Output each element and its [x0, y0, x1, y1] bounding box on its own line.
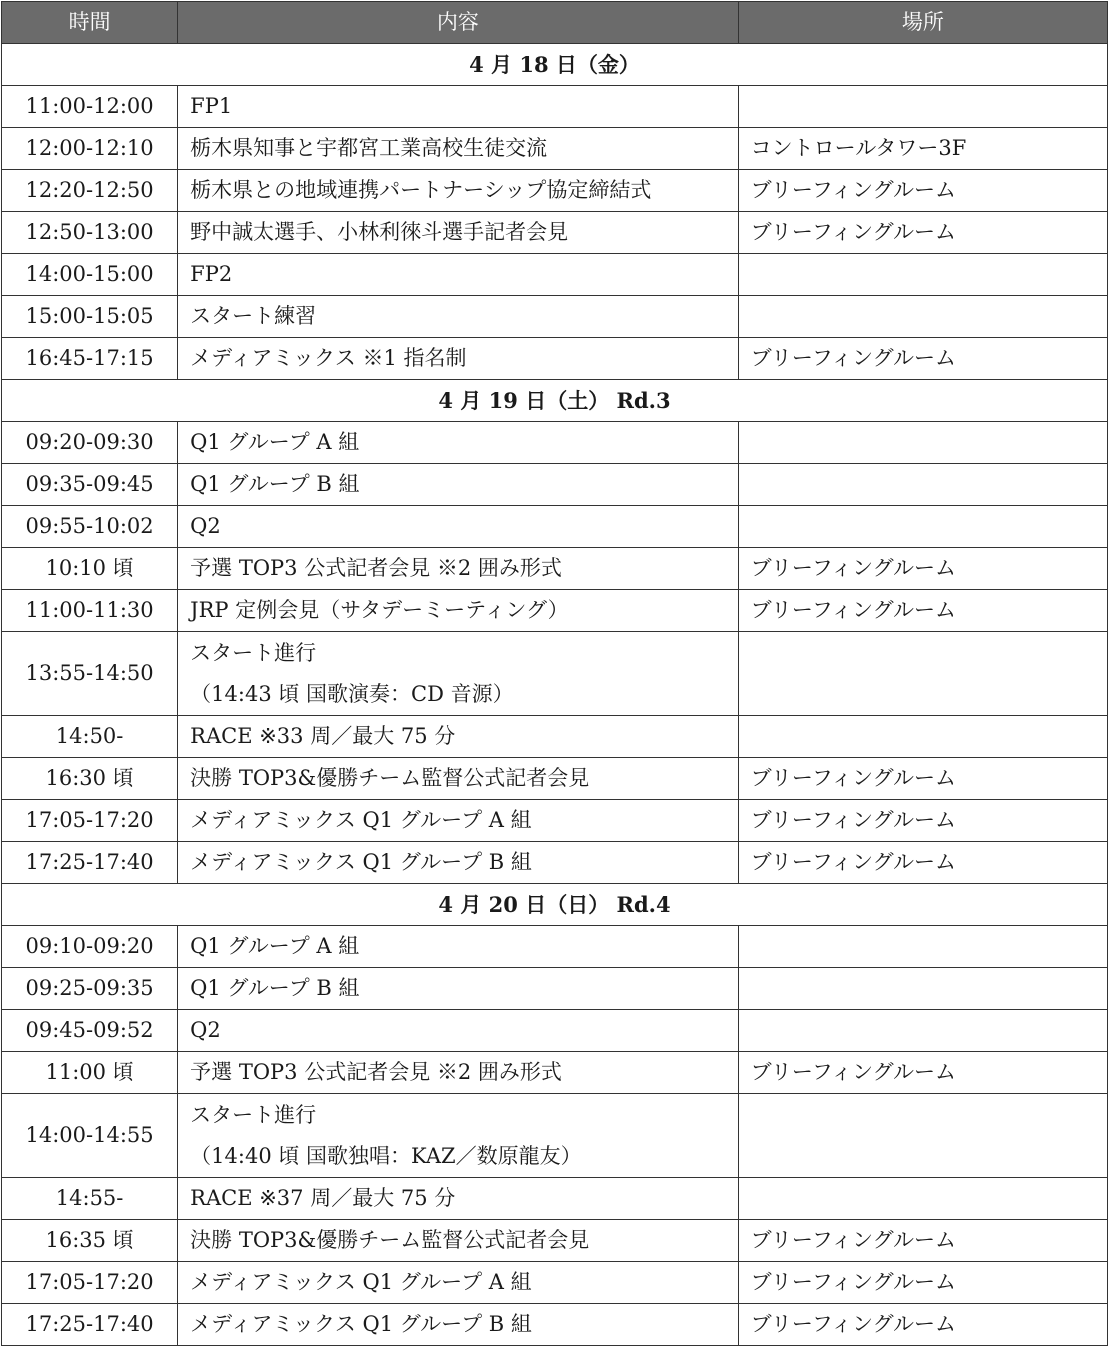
- time-cell: 09:25-09:35: [2, 968, 178, 1010]
- day-title: 4 月 19 日（土） Rd.3: [2, 380, 1108, 422]
- content-line-2: （14:43 頃 国歌演奏：CD 音源）: [190, 681, 514, 706]
- table-row: [2, 1304, 1108, 1346]
- content-cell: Q1 グループ B 組: [178, 464, 739, 506]
- time-cell: 09:55-10:02: [2, 506, 178, 548]
- table-row: [2, 716, 1108, 758]
- time-cell: 17:25-17:40: [2, 1304, 178, 1346]
- table-row: [2, 1220, 1108, 1262]
- schedule-body: [2, 44, 1108, 1346]
- schedule-table: [1, 1, 1108, 1346]
- place-cell: [738, 254, 1107, 296]
- header-content: 内容: [178, 2, 739, 44]
- content-cell: メディアミックス Q1 グループ B 組: [178, 1304, 739, 1346]
- content-line-1: スタート進行: [190, 640, 317, 665]
- table-row: [2, 1010, 1108, 1052]
- table-row: [2, 590, 1108, 632]
- content-cell: Q1 グループ A 組: [178, 422, 739, 464]
- table-row: [2, 170, 1108, 212]
- content-cell: Q1 グループ B 組: [178, 968, 739, 1010]
- place-cell: ブリーフィングルーム: [738, 800, 1107, 842]
- place-cell: ブリーフィングルーム: [738, 758, 1107, 800]
- table-row: [2, 548, 1108, 590]
- time-cell: 09:45-09:52: [2, 1010, 178, 1052]
- place-cell: [738, 968, 1107, 1010]
- time-cell: 12:50-13:00: [2, 212, 178, 254]
- content-cell: メディアミックス ※1 指名制: [178, 338, 739, 380]
- table-row: [2, 968, 1108, 1010]
- content-cell: メディアミックス Q1 グループ A 組: [178, 1262, 739, 1304]
- content-cell: FP2: [178, 254, 739, 296]
- time-cell: 15:00-15:05: [2, 296, 178, 338]
- time-cell: 16:35 頃: [2, 1220, 178, 1262]
- table-row: [2, 254, 1108, 296]
- place-cell: ブリーフィングルーム: [738, 1262, 1107, 1304]
- day-header-row: [2, 44, 1108, 86]
- time-cell: 09:10-09:20: [2, 926, 178, 968]
- content-cell: RACE ※37 周／最大 75 分: [178, 1178, 739, 1220]
- header-place: 場所: [738, 2, 1107, 44]
- place-cell: ブリーフィングルーム: [738, 1052, 1107, 1094]
- place-cell: [738, 506, 1107, 548]
- content-cell: RACE ※33 周／最大 75 分: [178, 716, 739, 758]
- table-row: [2, 1094, 1108, 1178]
- place-cell: [738, 1178, 1107, 1220]
- place-cell: [738, 926, 1107, 968]
- place-cell: ブリーフィングルーム: [738, 338, 1107, 380]
- time-cell: 14:55-: [2, 1178, 178, 1220]
- table-row: [2, 1178, 1108, 1220]
- place-cell: ブリーフィングルーム: [738, 590, 1107, 632]
- time-cell: 13:55-14:50: [2, 632, 178, 716]
- content-cell: [178, 1094, 739, 1178]
- table-row: [2, 842, 1108, 884]
- place-cell: [738, 422, 1107, 464]
- table-row: [2, 506, 1108, 548]
- content-cell: 野中誠太選手、小林利徠斗選手記者会見: [178, 212, 739, 254]
- content-cell: Q1 グループ A 組: [178, 926, 739, 968]
- time-cell: 09:20-09:30: [2, 422, 178, 464]
- content-line-1: スタート進行: [190, 1102, 317, 1127]
- content-cell: 栃木県知事と宇都宮工業高校生徒交流: [178, 128, 739, 170]
- place-cell: [738, 464, 1107, 506]
- content-cell: 予選 TOP3 公式記者会見 ※2 囲み形式: [178, 548, 739, 590]
- place-cell: ブリーフィングルーム: [738, 842, 1107, 884]
- table-row: [2, 464, 1108, 506]
- day-header-row: [2, 380, 1108, 422]
- time-cell: 11:00 頃: [2, 1052, 178, 1094]
- table-row: [2, 758, 1108, 800]
- place-cell: [738, 1010, 1107, 1052]
- table-row: [2, 128, 1108, 170]
- time-cell: 09:35-09:45: [2, 464, 178, 506]
- table-row: [2, 632, 1108, 716]
- table-row: [2, 422, 1108, 464]
- place-cell: [738, 86, 1107, 128]
- place-cell: [738, 1094, 1107, 1178]
- place-cell: [738, 632, 1107, 716]
- time-cell: 17:25-17:40: [2, 842, 178, 884]
- header-time: 時間: [2, 2, 178, 44]
- place-cell: コントロールタワー3F: [738, 128, 1107, 170]
- table-row: [2, 800, 1108, 842]
- place-cell: [738, 296, 1107, 338]
- table-row: [2, 926, 1108, 968]
- content-cell: スタート練習: [178, 296, 739, 338]
- content-cell: JRP 定例会見（サタデーミーティング）: [178, 590, 739, 632]
- content-cell: 予選 TOP3 公式記者会見 ※2 囲み形式: [178, 1052, 739, 1094]
- content-cell: メディアミックス Q1 グループ A 組: [178, 800, 739, 842]
- time-cell: 12:00-12:10: [2, 128, 178, 170]
- content-cell: [178, 632, 739, 716]
- table-row: [2, 1052, 1108, 1094]
- table-row: [2, 296, 1108, 338]
- place-cell: ブリーフィングルーム: [738, 212, 1107, 254]
- time-cell: 10:10 頃: [2, 548, 178, 590]
- time-cell: 17:05-17:20: [2, 800, 178, 842]
- place-cell: ブリーフィングルーム: [738, 1220, 1107, 1262]
- table-row: [2, 1262, 1108, 1304]
- table-row: [2, 338, 1108, 380]
- time-cell: 16:30 頃: [2, 758, 178, 800]
- time-cell: 14:00-15:00: [2, 254, 178, 296]
- time-cell: 11:00-11:30: [2, 590, 178, 632]
- day-title: 4 月 20 日（日） Rd.4: [2, 884, 1108, 926]
- table-row: [2, 86, 1108, 128]
- time-cell: 16:45-17:15: [2, 338, 178, 380]
- place-cell: ブリーフィングルーム: [738, 548, 1107, 590]
- time-cell: 17:05-17:20: [2, 1262, 178, 1304]
- content-cell: 決勝 TOP3&優勝チーム監督公式記者会見: [178, 1220, 739, 1262]
- place-cell: [738, 716, 1107, 758]
- day-title: 4 月 18 日（金）: [2, 44, 1108, 86]
- time-cell: 14:00-14:55: [2, 1094, 178, 1178]
- time-cell: 12:20-12:50: [2, 170, 178, 212]
- table-row: [2, 212, 1108, 254]
- content-cell: Q2: [178, 506, 739, 548]
- header-row: [2, 2, 1108, 44]
- time-cell: 11:00-12:00: [2, 86, 178, 128]
- content-cell: Q2: [178, 1010, 739, 1052]
- day-header-row: [2, 884, 1108, 926]
- time-cell: 14:50-: [2, 716, 178, 758]
- content-cell: FP1: [178, 86, 739, 128]
- place-cell: ブリーフィングルーム: [738, 1304, 1107, 1346]
- content-cell: メディアミックス Q1 グループ B 組: [178, 842, 739, 884]
- place-cell: ブリーフィングルーム: [738, 170, 1107, 212]
- content-cell: 栃木県との地域連携パートナーシップ協定締結式: [178, 170, 739, 212]
- content-line-2: （14:40 頃 国歌独唱：KAZ／数原龍友）: [190, 1143, 582, 1168]
- content-cell: 決勝 TOP3&優勝チーム監督公式記者会見: [178, 758, 739, 800]
